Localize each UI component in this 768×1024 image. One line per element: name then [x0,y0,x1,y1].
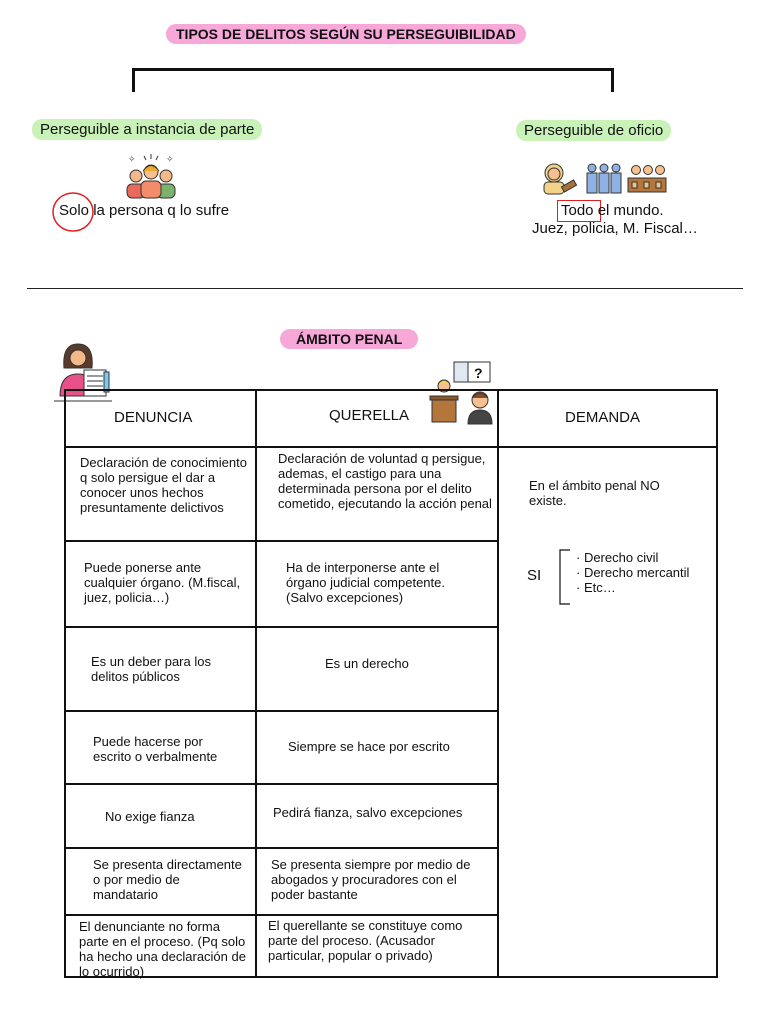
label-de-oficio: Perseguible de oficio [516,120,671,141]
querella-cell: Declaración de voluntad q persigue, ademas, el castigo para una determinada persona por el delito cometido, ejecutando la acción penal [278,451,492,511]
si-label: SI [527,567,542,584]
si-item: · Derecho mercantil [576,565,690,580]
right-line2: Juez, policia, M. Fiscal… [532,220,698,237]
left-rest: la persona q lo sufre [93,202,230,219]
boxed-word: Todo [561,202,594,219]
header-demanda: DEMANDA [565,409,641,426]
right-description [561,202,664,220]
denuncia-cell: Se presenta directamente o por medio de mandatario [93,857,242,902]
querella-cell: Ha de interponerse ante el órgano judicial competente. (Salvo excepciones) [286,560,445,605]
svg-text:✧: ✧ [166,154,174,164]
header-divider [64,446,718,448]
denuncia-cell: Declaración de conocimiento q solo persigue el dar a conocer unos hechos presuntamente delictivos [80,455,247,515]
bracket-right [611,68,614,92]
querella-cell: Siempre se hace por escrito [288,739,450,754]
denuncia-cell: Es un deber para los delitos públicos [91,654,211,684]
label-instancia-parte: Perseguible a instancia de parte [32,119,262,140]
left-description [59,202,229,220]
row-divider [64,626,498,628]
divider [27,288,743,289]
row-divider [64,783,498,785]
row-divider [64,914,498,916]
bracket-top [132,68,614,71]
authorities-icon [538,158,668,198]
row-divider [64,710,498,712]
group-people-icon [124,152,178,200]
col-divider-1 [255,389,257,978]
bracket-left [132,68,135,92]
svg-text:✧: ✧ [128,154,136,164]
row-divider [64,540,498,542]
denuncia-cell: Puede hacerse por escrito o verbalmente [93,734,218,764]
querella-cell: Pedirá fianza, salvo excepciones [273,805,463,820]
col-divider-2 [497,389,499,978]
querella-cell: El querellante se constituye como parte del proceso. (Acusador particular, popular o privado) [268,918,463,963]
right-rest: el mundo. [597,202,664,219]
denuncia-cell: No exige fianza [105,809,195,824]
circled-word: Solo [59,202,90,219]
si-list [576,550,706,595]
demanda-cell: En el ámbito penal NO existe. [529,478,660,508]
denuncia-cell: El denunciante no forma parte en el proceso. (Pq solo ha hecho una declaración de lo ocurrido) [79,919,246,979]
header-denuncia: DENUNCIA [114,409,193,426]
querella-cell: Es un derecho [325,656,409,671]
querella-cell: Se presenta siempre por medio de abogados y procuradores con el poder bastante [271,857,471,902]
svg-text:?: ? [474,365,483,381]
row-divider [64,847,498,849]
brace-icon [556,548,572,606]
header-querella: QUERELLA [329,407,410,424]
denuncia-cell: Puede ponerse ante cualquier órgano. (M.fiscal, juez, policia…) [84,560,241,605]
si-item: · Derecho civil [576,550,659,565]
si-item: · Etc… [576,580,616,595]
section-title: ÁMBITO PENAL [280,329,418,349]
page-title: TIPOS DE DELITOS SEGÚN SU PERSEGUIBILIDAD [166,24,526,44]
